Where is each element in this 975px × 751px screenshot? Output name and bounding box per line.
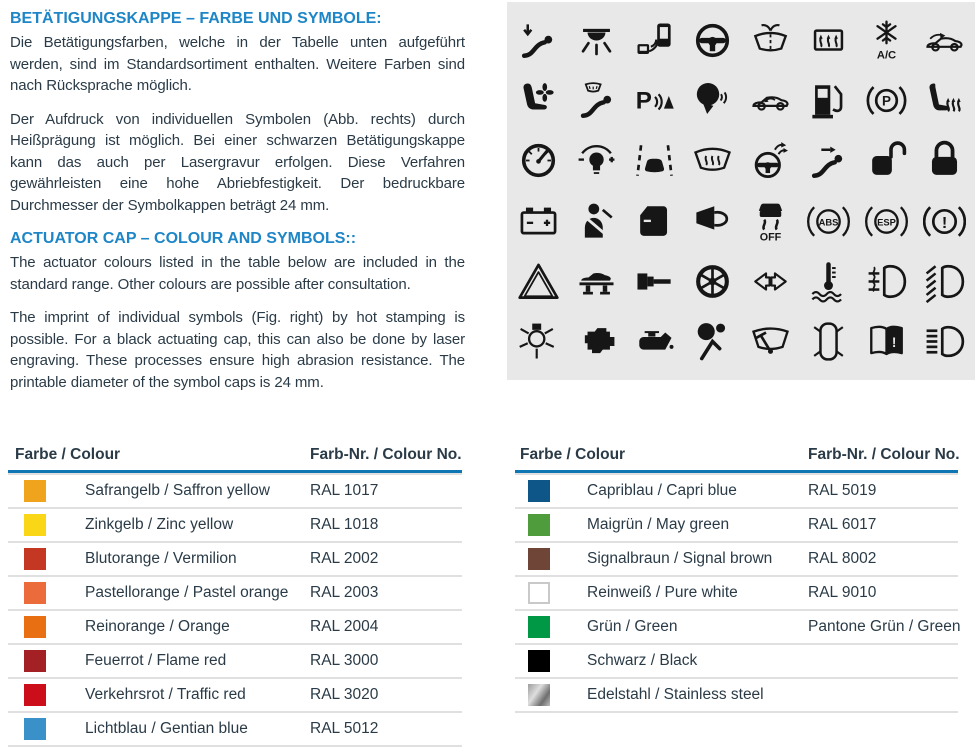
table-row	[8, 677, 462, 711]
park-distance-control-icon	[627, 72, 681, 128]
table-row	[8, 473, 462, 507]
table-row	[515, 541, 958, 575]
color-code: RAL 1017	[310, 482, 379, 499]
table-row	[515, 473, 958, 507]
table-row	[8, 575, 462, 609]
battery-icon	[511, 193, 565, 249]
esp-off-icon	[743, 193, 797, 249]
wheel-icon	[685, 253, 739, 309]
wiper-icon	[743, 314, 797, 370]
colour-table-right	[515, 440, 961, 713]
header-colour-no: Farb-Nr. / Colour No.	[310, 446, 462, 463]
table-row	[515, 643, 958, 677]
table-header-row	[8, 440, 462, 473]
horn-icon	[685, 193, 739, 249]
cigarette-lighter-icon	[627, 253, 681, 309]
svg-text:ESP: ESP	[876, 216, 896, 228]
table-row	[515, 507, 958, 541]
warning-triangle-icon	[511, 253, 565, 309]
color-name: Edelstahl / Stainless steel	[587, 686, 764, 703]
windshield-washer-icon	[743, 12, 797, 68]
color-code: RAL 3020	[310, 686, 379, 703]
color-swatch	[24, 650, 46, 672]
color-swatch	[24, 582, 46, 604]
owners-manual-icon	[859, 314, 913, 370]
door-open-warning-icon	[801, 314, 855, 370]
turn-signal-icon	[743, 253, 797, 309]
color-code: RAL 5012	[310, 720, 379, 737]
steering-wheel-icon	[685, 12, 739, 68]
svg-text:!: !	[891, 335, 896, 351]
color-swatch	[528, 582, 550, 604]
windshield-defrost-icon	[685, 133, 739, 189]
seat-heating-icon	[917, 72, 971, 128]
svg-text:P: P	[881, 93, 891, 109]
coolant-temperature-icon	[801, 253, 855, 309]
color-swatch	[24, 514, 46, 536]
symbol-panel	[507, 2, 975, 380]
color-code: Pantone Grün / Green	[808, 618, 961, 635]
light-dimmer-icon	[569, 133, 623, 189]
car-lift-icon	[569, 253, 623, 309]
svg-text:OFF: OFF	[759, 230, 781, 243]
color-swatch	[24, 548, 46, 570]
header-colour-no: Farb-Nr. / Colour No.	[808, 446, 960, 463]
color-code: RAL 9010	[808, 584, 877, 601]
air-conditioning-icon	[859, 12, 913, 68]
unlock-icon	[859, 133, 913, 189]
defrost-air-vent-icon	[569, 72, 623, 128]
header-colour: Farbe / Colour	[15, 446, 121, 463]
german-paragraph-2: Der Aufdruck von individuellen Symbolen (Abb. rechts) durch Heißprägung ist möglich. Bei einer schwarzen Betätigungskappe kann das auch per Lasergravur erfolgen. Diese Verfahren gewährleisten eine hohe Abriebfestigkeit. Der bedruckbare Durchmesser der Symbolkappen beträgt 24 mm.	[10, 110, 465, 214]
engine-oil-icon	[627, 314, 681, 370]
color-name: Blutorange / Vermilion	[85, 550, 237, 567]
color-name: Pastellorange / Pastel orange	[85, 584, 289, 601]
color-name: Verkehrsrot / Traffic red	[85, 686, 246, 703]
footwell-vent-icon	[511, 12, 565, 68]
airbag-icon	[685, 314, 739, 370]
color-name: Schwarz / Black	[587, 652, 698, 669]
color-swatch	[24, 480, 46, 502]
svg-text:P: P	[635, 87, 652, 115]
color-code: RAL 3000	[310, 652, 379, 669]
color-code: RAL 2002	[310, 550, 379, 567]
seat-ventilation-icon	[511, 72, 565, 128]
lock-icon	[917, 133, 971, 189]
table-row	[8, 609, 462, 643]
body-air-vent-icon	[801, 133, 855, 189]
color-name: Signalbraun / Signal brown	[587, 550, 773, 567]
rear-fog-light-icon	[859, 253, 913, 309]
color-name: Zinkgelb / Zinc yellow	[85, 516, 234, 533]
svg-text:ABS: ABS	[818, 216, 838, 228]
headlight-icon	[917, 314, 971, 370]
svg-text:!: !	[941, 213, 947, 232]
color-code: RAL 2003	[310, 584, 379, 601]
color-name: Feuerrot / Flame red	[85, 652, 227, 669]
color-code: RAL 6017	[808, 516, 877, 533]
roof-close-icon	[743, 72, 797, 128]
check-engine-icon	[569, 314, 623, 370]
intro-text-column	[10, 8, 465, 405]
abs-icon	[801, 193, 855, 249]
seatbelt-icon	[569, 193, 623, 249]
color-swatch	[528, 514, 550, 536]
color-swatch	[528, 616, 550, 638]
english-paragraph-2: The imprint of individual symbols (Fig. right) by hot stamping is possible. For a black actuating cap, this can also be done by laser engraving. These processes ensure high abrasion resistance. The printable diameter of the symbol caps is 24 mm.	[10, 309, 465, 391]
color-swatch	[528, 480, 550, 502]
color-name: Capriblau / Capri blue	[587, 482, 737, 499]
color-name: Reinweiß / Pure white	[587, 584, 738, 601]
color-code: RAL 8002	[808, 550, 877, 567]
color-name: Grün / Green	[587, 618, 678, 635]
bulb-check-icon	[511, 314, 565, 370]
table-row	[515, 609, 961, 643]
header-colour: Farbe / Colour	[520, 446, 626, 463]
front-fog-light-icon	[917, 253, 971, 309]
german-heading: BETÄTIGUNGSKAPPE – FARBE UND SYMBOLE:	[10, 10, 382, 27]
color-swatch	[24, 684, 46, 706]
color-swatch	[24, 718, 46, 740]
park-assist-camera-icon	[627, 12, 681, 68]
table-row	[8, 643, 462, 677]
english-heading: ACTUATOR CAP – COLOUR AND SYMBOLS::	[10, 230, 357, 247]
color-code: RAL 1018	[310, 516, 379, 533]
convertible-roof-icon	[917, 12, 971, 68]
color-name: Lichtblau / Gentian blue	[85, 720, 248, 737]
color-code: RAL 5019	[808, 482, 877, 499]
color-name: Safrangelb / Saffron yellow	[85, 482, 270, 499]
color-name: Reinorange / Orange	[85, 618, 230, 635]
speedometer-icon	[511, 133, 565, 189]
parking-brake-icon	[859, 72, 913, 128]
voice-control-icon	[685, 72, 739, 128]
color-swatch	[528, 650, 550, 672]
table-row	[8, 711, 462, 745]
brake-warning-icon	[917, 193, 971, 249]
interior-light-icon	[569, 12, 623, 68]
color-code: RAL 2004	[310, 618, 379, 635]
table-row	[8, 541, 462, 575]
color-swatch	[528, 684, 550, 706]
esp-icon	[859, 193, 913, 249]
table-row	[515, 575, 958, 609]
table-row	[515, 677, 958, 711]
table-row	[8, 507, 462, 541]
color-swatch	[528, 548, 550, 570]
door-icon	[627, 193, 681, 249]
lane-assist-icon	[627, 133, 681, 189]
english-paragraph-1: The actuator colours listed in the table below are included in the standard range. Other colours are possible after consultation.	[10, 254, 465, 293]
rear-window-defrost-icon	[801, 12, 855, 68]
colour-table-left	[8, 440, 462, 747]
svg-text:A/C: A/C	[876, 49, 896, 62]
fuel-pump-icon	[801, 72, 855, 128]
color-swatch	[24, 616, 46, 638]
steering-assist-icon	[743, 133, 797, 189]
color-name: Maigrün / May green	[587, 516, 730, 533]
german-paragraph-1: Die Betätigungsfarben, welche in der Tabelle unten aufgeführt werden, sind im Standardsortiment enthalten. Weitere Farben sind nach Rücksprache möglich.	[10, 34, 465, 94]
table-header-row	[515, 440, 958, 473]
